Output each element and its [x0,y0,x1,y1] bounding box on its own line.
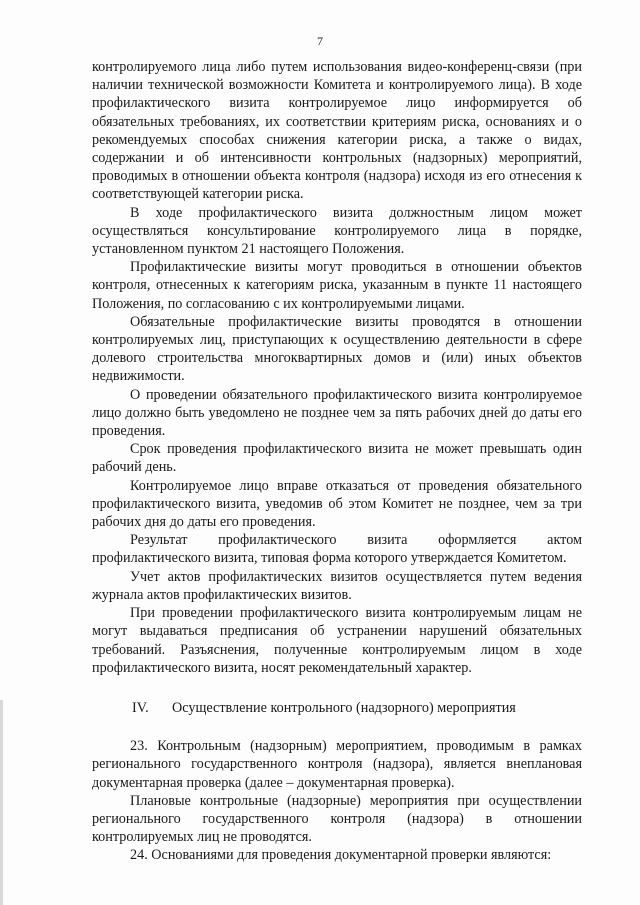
paragraph: О проведении обязательного профилактического визита контролируемое лицо должно быть уведомлено не позднее чем за пять рабочих дней до даты его проведения. [92,386,582,440]
paragraph: Учет актов профилактических визитов осуществляется путем ведения журнала актов профилактических визитов. [92,568,582,603]
paragraph: Обязательные профилактические визиты проводятся в отношении контролируемых лиц, приступающих к осуществлению деятельности в сфере долевого строительства многоквартирных домов и (или) иных объектов недвижимости. [92,313,582,385]
document-body [92,58,582,865]
scan-edge-shadow [0,700,3,905]
paragraph: При проведении профилактического визита контролируемым лицам не могут выдаваться предписания об устранении нарушений обязательных требований. Разъяснения, полученные контролируемым лицом в ходе профилактического визита, носят рекомендательный характер. [92,605,582,676]
section-number: IV. [132,699,149,716]
paragraph: Результат профилактического визита оформляется актом профилактического визита, типовая форма которого утверждается Комитетом. [92,532,582,567]
paragraph: 23. Контрольным (надзорным) мероприятием, проводимым в рамках регионального государственного контроля (надзора), является внеплановая документарная проверка (далее – документарная проверка). [92,738,582,791]
paragraph: Контролируемое лицо вправе отказаться от проведения обязательного профилактического визита, уведомив об этом Комитет не позднее, чем за три рабочих дня до даты его проведения. [92,477,582,531]
paragraph: контролируемого лица либо путем использования видео-конференц-связи (при наличии технической возможности Комитета и контролируемого лица). В ходе профилактического визита контролируемое лицо информируется об обязательных требованиях, их соответствии критериям риска, основаниях и о рекомендуемых способах снижения категории риска, а также о видах, содержании и об интенсивности контрольных (надзорных) мероприятий, проводимых в отношении объекта контроля (надзора) исходя из его отнесения к соответствующей категории риска. [92,59,582,203]
page-number: 7 [317,34,323,48]
section-heading [92,699,582,717]
section-title: Осуществление контрольного (надзорного) мероприятия [172,699,516,716]
paragraph: 24. Основаниями для проведения документарной проверки являются: [130,847,552,864]
paragraph: В ходе профилактического визита должностным лицом может осуществляться консультирование контролируемого лица в порядке, установленном пунктом 21 настоящего Положения. [92,204,582,258]
paragraph: Профилактические визиты могут проводиться в отношении объектов контроля, отнесенных к категориям риска, указанным в пункте 11 настоящего Положения, по согласованию с их контролируемыми лицами. [92,259,582,312]
paragraph: Срок проведения профилактического визита не может превышать один рабочий день. [92,441,582,476]
paragraph: Плановые контрольные (надзорные) мероприятия при осуществлении регионального государственного контроля (надзора) в отношении контролируемых лиц не проводятся. [92,792,582,846]
